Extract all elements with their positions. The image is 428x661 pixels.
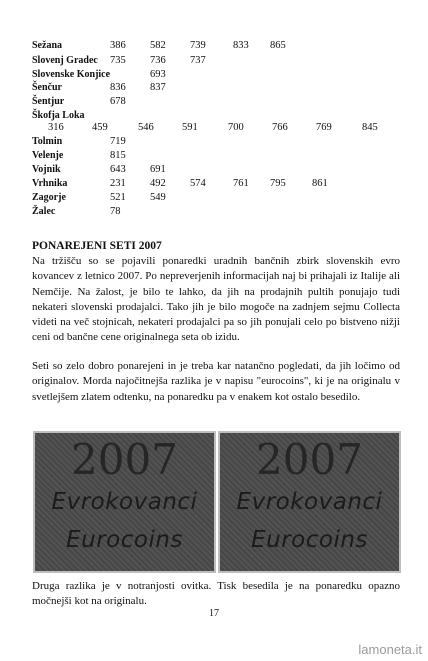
table-value: 691 [150, 164, 166, 175]
table-value: 643 [110, 164, 126, 175]
table-value: 769 [316, 122, 332, 133]
place-name: Vrhnika [32, 178, 68, 189]
paragraph-counterfeit-sets: Na tržišču so se pojavili ponaredki uradnih bančnih zbirk slovenskih evro kovancev z letnico 2007. Po nepreverjenih informacijah naj bi prihajali iz Italije ali Nemčije. Na žalost, je bilo te lahko, da jih na prodajnih pultih ponujajo tudi nekateri slovenski prodajalci. Tako jih je bilo mogoče na zadnjem sejmu Collecta videti na več stojnicah, nekateri prodajalci pa so jih ponujali celo po bistveno nižji ceni od bančne cene originalnega seta ob izidu. [32, 255, 400, 344]
table-value: 833 [233, 40, 249, 51]
cover-text-line1: Evrokovanci [51, 489, 198, 515]
place-name: Vojnik [32, 164, 61, 175]
year-text: 2007 [256, 435, 363, 484]
table-value: 492 [150, 178, 166, 189]
table-value: 231 [110, 178, 126, 189]
table-value: 736 [150, 55, 166, 66]
place-name: Šenčur [32, 82, 62, 93]
table-value: 574 [190, 178, 206, 189]
cover-text-line1: Evrokovanci [236, 489, 383, 515]
table-value: 761 [233, 178, 249, 189]
place-name: Šentjur [32, 96, 65, 107]
paragraph-differences: Seti so zelo dobro ponarejeni in je treba kar natančno pogledati, da jih ločimo od originalov. Morda najočitnejša razlika je v napisu "eurocoins", ki je na originalu v svetlejšem zlatem odtenku, na ponaredku pa v enakem kot ostalo besedilo. [32, 360, 400, 403]
table-value: 861 [312, 178, 328, 189]
table-value: 700 [228, 122, 244, 133]
paragraph-cover-print: Druga razlika je v notranjosti ovitka. Tisk besedila je na ponaredku opazno močnejši kot na originalu. [32, 580, 400, 608]
table-value: 836 [110, 82, 126, 93]
table-value: 865 [270, 40, 286, 51]
place-name: Velenje [32, 150, 64, 161]
table-value: 78 [110, 206, 121, 217]
table-value: 815 [110, 150, 126, 161]
cover-text-line2: Eurocoins [251, 527, 368, 553]
section-title: PONAREJENI SETI 2007 [32, 240, 162, 252]
place-name: Škofja Loka [32, 110, 85, 121]
counterfeit-set-image [218, 431, 401, 573]
table-value: 766 [272, 122, 288, 133]
table-value: 693 [150, 69, 166, 80]
place-name: Tolmin [32, 136, 63, 147]
table-value: 459 [92, 122, 108, 133]
table-value: 549 [150, 192, 166, 203]
page-number: 17 [209, 608, 219, 619]
cover-text-line2: Eurocoins [66, 527, 183, 553]
year-text: 2007 [71, 435, 178, 484]
table-value: 591 [182, 122, 198, 133]
table-value: 678 [110, 96, 126, 107]
table-value: 386 [110, 40, 126, 51]
table-value: 795 [270, 178, 286, 189]
table-value: 582 [150, 40, 166, 51]
table-value: 739 [190, 40, 206, 51]
table-value: 546 [138, 122, 154, 133]
table-value: 521 [110, 192, 126, 203]
table-value: 845 [362, 122, 378, 133]
table-value: 735 [110, 55, 126, 66]
site-watermark: lamoneta.it [358, 642, 422, 657]
table-value: 837 [150, 82, 166, 93]
table-value: 316 [48, 122, 64, 133]
place-name: Slovenj Gradec [32, 55, 98, 66]
table-value: 737 [190, 55, 206, 66]
place-name: Zagorje [32, 192, 66, 203]
table-value: 719 [110, 136, 126, 147]
place-name: Slovenske Konjice [32, 69, 111, 80]
original-set-image [33, 431, 216, 573]
place-name: Žalec [32, 206, 56, 217]
place-name: Sežana [32, 40, 62, 51]
